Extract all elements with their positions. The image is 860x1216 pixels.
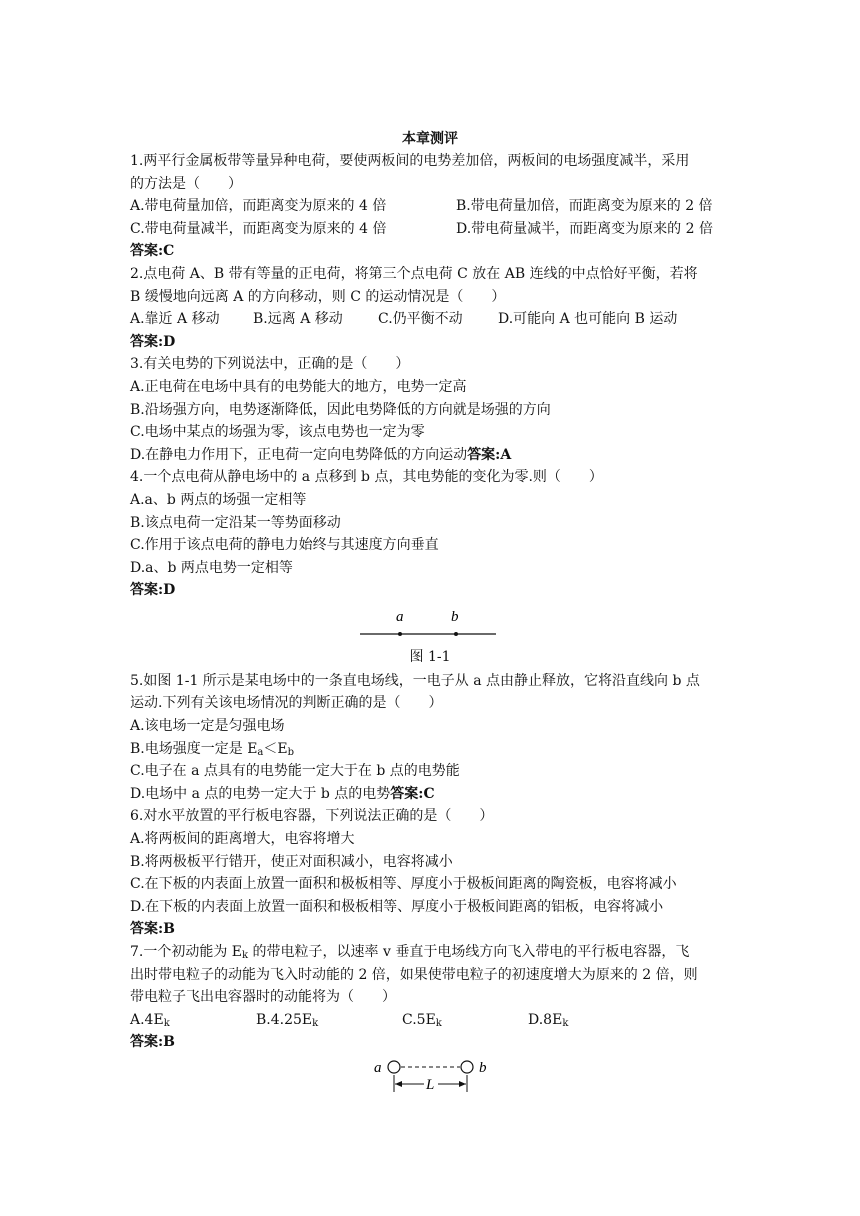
- q1-options-row-1: [130, 195, 730, 218]
- q3-option-d-line: [130, 444, 730, 467]
- distance-l-label: L: [426, 1076, 435, 1093]
- q5-stem-line-1: 5.如图 1-1 所示是某电场中的一条直电场线，一电子从 a 点由静止释放，它将沿直线向 b 点: [130, 672, 700, 689]
- q1-answer: 答案:C: [130, 243, 175, 260]
- q7-option-a: [130, 1009, 256, 1032]
- q4-option-d: D.a、b 两点电势一定相等: [130, 559, 293, 576]
- q1-option-b: B.带电荷量加倍，而距离变为原来的 2 倍: [456, 198, 713, 215]
- q1-option-d: D.带电荷量减半，而距离变为原来的 2 倍: [456, 220, 713, 237]
- q5-option-b-text: B.电场强度一定是 E: [130, 740, 258, 757]
- right-arrowhead: [459, 1081, 466, 1087]
- q7-answer: 答案:B: [130, 1034, 176, 1051]
- figure-caption: 图 1-1: [409, 648, 451, 665]
- q7-stem-line-1: [130, 941, 730, 964]
- point-b-label: b: [451, 608, 459, 625]
- figure-1-1: [130, 606, 730, 670]
- q7-option-a-text: A.4E: [130, 1011, 164, 1028]
- q1-option-c: C.带电荷量减半，而距离变为原来的 4 倍: [130, 220, 387, 237]
- q7-stem-line-2: 出时带电粒子的动能为飞入时动能的 2 倍，如果使带电粒子的初速度增大为原来的 2 倍，则: [130, 966, 698, 983]
- q6-option-b: B.将两极板平行错开，使正对面积减小，电容将减小: [130, 853, 453, 870]
- q7-option-b-sub: k: [312, 1017, 319, 1029]
- q5-option-b-lt: ＜E: [263, 740, 288, 757]
- q5-option-c: C.电子在 a 点具有的电势能一定大于在 b 点的电势能: [130, 763, 460, 780]
- q7-option-b: [256, 1009, 402, 1032]
- q4-option-b: B.该点电荷一定沿某一等势面移动: [130, 514, 341, 531]
- q7-option-c: [402, 1009, 528, 1032]
- q1-stem-line-1: 1.两平行金属板带等量异种电荷，要使两板间的电势差加倍，两板间的电场强度减半，采用: [130, 153, 690, 169]
- q2-option-b: B.远离 A 移动: [253, 311, 343, 328]
- q2-stem-line-1: 2.点电荷 A、B 带有等量的正电荷，将第三个点电荷 C 放在 AB 连线的中点恰好平衡，若将: [130, 265, 698, 282]
- q7-option-d-sub: k: [562, 1017, 569, 1029]
- q3-option-d: D.在静电力作用下，正电荷一定向电势降低的方向运动: [130, 446, 468, 463]
- q4-answer: 答案:D: [130, 582, 176, 599]
- q2-options-row: [130, 308, 730, 331]
- q5-option-d-line: [130, 783, 730, 806]
- q3-option-a: A.正电荷在电场中具有的电势能大的地方，电势一定高: [130, 378, 467, 395]
- q6-option-d: D.在下板的内表面上放置一面积和极板相等、厚度小于极板间距离的铝板，电容将减小: [130, 898, 664, 915]
- q2-option-a: A.靠近 A 移动: [130, 311, 220, 328]
- charge-a-label: a: [374, 1059, 382, 1076]
- point-b-dot: [454, 632, 458, 636]
- q6-answer: 答案:B: [130, 921, 176, 938]
- q7-option-d: [528, 1009, 568, 1032]
- q6-stem: 6.对水平放置的平行板电容器，下列说法正确的是（ ）: [130, 808, 494, 825]
- q2-option-d: D.可能向 A 也可能向 B 运动: [498, 311, 678, 328]
- q7-stem-1b: 的带电粒子，以速率 v 垂直于电场线方向飞入带电的平行板电容器，飞: [248, 944, 690, 960]
- q7-sub-k: k: [242, 950, 249, 961]
- q7-option-c-sub: k: [435, 1017, 442, 1029]
- charge-b-circle: [461, 1061, 473, 1073]
- q4-option-c: C.作用于该点电荷的静电力始终与其速度方向垂直: [130, 537, 439, 554]
- q1-options-row-2: [130, 218, 730, 241]
- q5-option-a: A.该电场一定是匀强电场: [130, 718, 285, 735]
- q7-option-d-text: D.8E: [528, 1011, 563, 1028]
- q3-option-b: B.沿场强方向，电势逐渐降低，因此电势降低的方向就是场强的方向: [130, 401, 551, 418]
- figure-two-charges: [130, 1058, 730, 1098]
- q2-stem-line-2: B 缓慢地向远离 A 的方向移动，则 C 的运动情况是（ ）: [130, 288, 506, 305]
- two-charges-diagram: [372, 1058, 496, 1096]
- q7-options-row: [130, 1009, 730, 1032]
- q7-stem-line-3: 带电粒子飞出电容器时的动能将为（ ）: [130, 989, 396, 1006]
- q1-stem-line-2: 的方法是（ ）: [130, 175, 242, 192]
- q7-option-c-text: C.5E: [402, 1011, 436, 1028]
- point-a-label: a: [396, 608, 404, 625]
- q5-sub-b: b: [287, 746, 295, 758]
- q5-stem-line-2: 运动.下列有关该电场情况的判断正确的是（ ）: [130, 695, 443, 712]
- field-line-diagram: [358, 606, 498, 642]
- charge-b-label: b: [479, 1059, 487, 1076]
- charge-a-circle: [388, 1061, 400, 1073]
- q7-stem-1a: 7.一个初动能为 E: [130, 944, 243, 960]
- q3-answer: 答案:A: [467, 446, 512, 463]
- q5-sub-a: a: [257, 746, 264, 758]
- left-arrowhead: [395, 1081, 402, 1087]
- q2-option-c: C.仍平衡不动: [378, 311, 463, 328]
- q3-stem: 3.有关电势的下列说法中，正确的是（ ）: [130, 356, 410, 373]
- q6-option-a: A.将两板间的距离增大，电容将增大: [130, 831, 355, 848]
- q2-answer: 答案:D: [130, 333, 176, 350]
- q5-option-d: D.电场中 a 点的电势一定大于 b 点的电势: [130, 785, 391, 802]
- q4-option-a: A.a、b 两点的场强一定相等: [130, 491, 307, 508]
- q4-stem: 4.一个点电荷从静电场中的 a 点移到 b 点，其电势能的变化为零.则（ ）: [130, 469, 603, 486]
- document-page: [130, 128, 730, 1098]
- q1-option-a: A.带电荷量加倍，而距离变为原来的 4 倍: [130, 198, 387, 215]
- q7-option-b-text: B.4.25E: [256, 1011, 313, 1028]
- page-title: 本章测评: [402, 131, 458, 147]
- q6-option-c: C.在下板的内表面上放置一面积和极板相等、厚度小于极板间距离的陶瓷板，电容将减小: [130, 876, 677, 893]
- point-a-dot: [398, 632, 402, 636]
- q5-option-b: [130, 738, 730, 761]
- q7-option-a-sub: k: [163, 1017, 170, 1029]
- q3-option-c: C.电场中某点的场强为零，该点电势也一定为零: [130, 424, 425, 441]
- q5-answer: 答案:C: [390, 785, 435, 802]
